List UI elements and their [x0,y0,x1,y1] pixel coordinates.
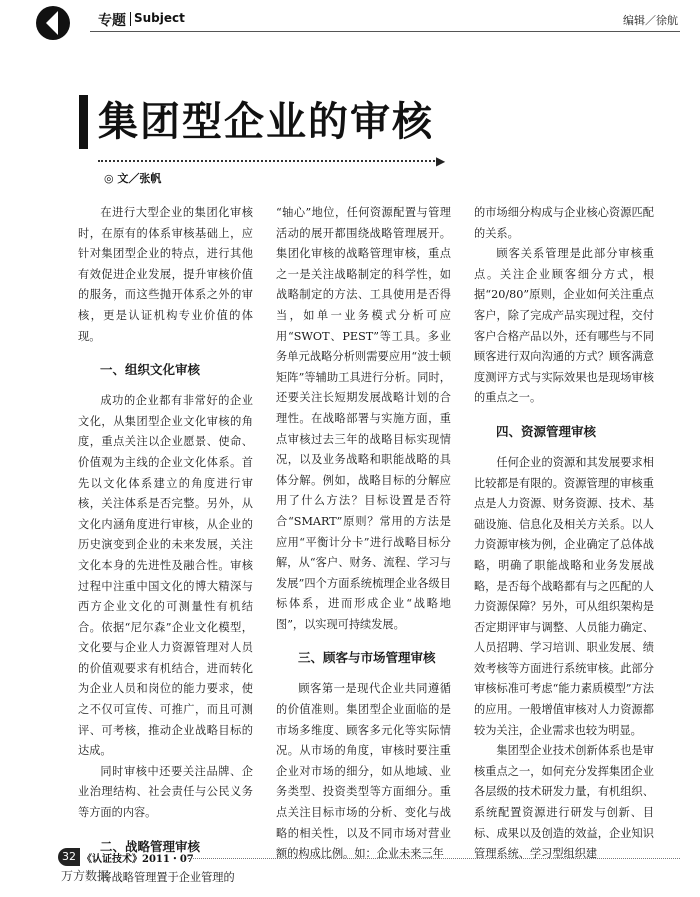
header-rule [90,31,680,32]
editor-credit: 编辑／徐航 [623,14,678,27]
section-heading-customer: 三、顾客与市场管理审核 [298,650,436,666]
article-title: 集团型企业的审核 [98,99,434,145]
section-topic: 专题 [98,13,126,29]
page-header [0,0,700,44]
journal-issue: 《认证技术》2011・07 [82,854,194,865]
arrow-right-icon: ▶ [436,154,446,168]
page-number: 32 [58,848,80,866]
title-accent-bar [79,95,88,149]
column-2 [276,203,451,865]
paragraph: 顾客关系管理是此部分审核重点。关注企业顾客细分方式，根据“20/80”原则，企业如何关注重点客户，除了完成产品实现过程，交付客户合格产品以外，还有哪些与不同顾客进行双向沟通的方式？顾客满意度测评方式与实际效果也是现场审核的重点之一。 [474,247,654,405]
paragraph: 将战略管理置于企业管理的 [100,870,235,884]
article-author: ◎ 文／张帆 [104,172,162,185]
section-heading-resources: 四、资源管理审核 [496,423,597,439]
paragraph: 任何企业的资源和其发展要求相比较都是有限的。资源管理的审核重点是人力资源、财务资源、技术、基础设施、信息化及相关方关系。以人力资源审核为例，企业确定了总体战略，明确了职能战略和业务发展战略，是否每个战略都有与之匹配的人力资源保障？另外，可从组织架构是否定期评审与调整、人员能力确定、人员招聘、学习培训、职业发展、绩效考核等方面进行系统审核。此部分审核标准可考虑“能力素质模型”方法的应用。一般增值审核对人力资源都较为关注，企业需求也较为明显。 [474,455,654,737]
footer-dotted-rule [188,858,680,859]
section-heading-culture: 一、组织文化审核 [100,362,201,378]
database-watermark: 万方数据 [61,869,110,883]
section-heading-strategy: 二、战略管理审核 [100,838,201,854]
paragraph: 顾客第一是现代企业共同遵循的价值准则。集团型企业面临的是市场多维度、顾客多元化等实际情况。从市场的角度，审核时要注重企业对市场的细分，如从地域、业务类型、投资类型等方面细分。重点关注目标市场的分析、变化与战略的相关性，以及不同市场对营业额的构成比例。如：企业未来三年 [276,682,451,861]
paragraph: 集团型企业技术创新体系也是审核重点之一，如何充分发挥集团企业各层级的技术研发力量，有机组织、系统配置资源进行研发与创新、目标、成果以及创造的效益，企业知识管理系统、学习型组织建 [474,744,654,861]
header-separator [130,12,131,26]
paragraph: 在进行大型企业的集团化审核时，在原有的体系审核基础上，应针对集团型企业的特点，进行其他有效促进企业发展，提升审核价值的服务，而这些抛开体系之外的审核，更是认证机构专业价值的体现。 [78,206,253,343]
column-3 [474,203,654,865]
section-subject: Subject [134,11,185,25]
title-dotted-rule [98,160,438,162]
section-logo-icon [36,6,70,40]
paragraph: 同时审核中还要关注品牌、企业治理结构、社会责任与公民义务等方面的内容。 [78,764,253,820]
paragraph: 成功的企业都有非常好的企业文化，从集团型企业文化审核的角度，重点关注以企业愿景、使命、价值观为主线的企业文化体系。首先以文化体系建立的角度进行审核，关注体系是否完整。另外，从文化内涵角度进行审核，从企业的历史演变到企业的未来发展，关注文化本身的先进性及融合性。审核过程中注重中国文化的博大精深与西方企业文化的可测量性有机结合。依据“尼尔森”企业文化模型，文化要与企业人力资源管理对人员的价值观要求有机结合，进而转化为企业人员和岗位的能力要求，使之不仅可宣传、可推广，而且可测评、可考核，推动企业战略目标的达成。 [78,394,253,758]
column-1 [78,203,253,888]
paragraph: “轴心”地位，任何资源配置与管理活动的展开都围绕战略管理展开。集团化审核的战略管理审核，重点之一是关注战略制定的科学性，如战略制定的方法、工具使用是否得当，如单一业务模式分析可应用“SWOT、PEST”等工具。多业务单元战略分析则需要应用“波士顿矩阵”等辅助工具进行分析。同时，还要关注长短期发展战略计划的合理性。在战略部署与实施方面，重点审核过去三年的战略目标实现情况，以及业务战略和职能战略的具体分解。例如，战略目标的分解应用了什么方法？目标设置是否符合“SMART”原则？常用的方法是应用“平衡计分卡”进行战略目标分解，从“客户、财务、流程、学习与发展”四个方面系统梳理企业各级目标体系，进而形成企业“战略地图”，以实现可持续发展。 [276,206,451,631]
paragraph: 的市场细分构成与企业核心资源匹配的关系。 [474,206,654,240]
